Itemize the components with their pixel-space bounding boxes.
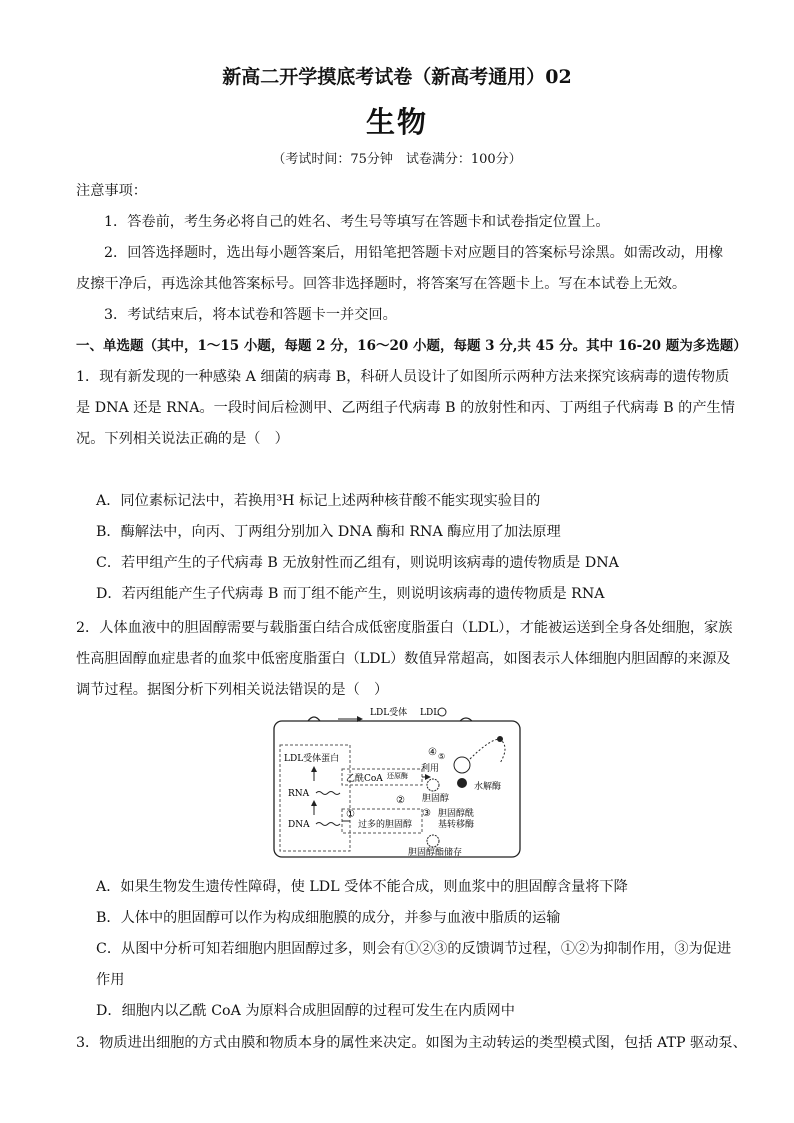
label-ldl-receptor-top: LDL受体	[370, 708, 408, 718]
mark-2: ②	[396, 795, 405, 806]
q1-stem-line2: 是 DNA 还是 RNA。一段时间后检测甲、乙两组子代病毒 B 的放射性和丙、丁两组子代病毒 B 的产生情	[76, 400, 735, 416]
mark-3: ③	[422, 808, 431, 819]
subject-title: 生物	[365, 105, 428, 139]
mark-4: ④	[428, 747, 437, 758]
mark-5: ⑤	[438, 752, 446, 761]
label-reductase: 还原酶	[387, 772, 408, 780]
notice-heading: 注意事项：	[76, 183, 147, 199]
q3-stem-line1: 3．物质进出细胞的方式由膜和物质本身的属性来决定。如图为主动转运的类型模式图，包括 ATP 驱动泵、	[76, 1035, 747, 1051]
exam-time-info: （考试时间：75分钟 试卷满分：100分）	[272, 152, 522, 167]
label-ester-storage: 胆固醇酯储存	[408, 848, 463, 858]
label-hydrolase: 水解酶	[474, 782, 502, 792]
label-cholesterol: 胆固醇	[422, 794, 450, 804]
notice-item-2-line1: 2．回答选择题时，选出每小题答案后，用铅笔把答题卡对应题目的答案标号涂黑。如需改动，用橡	[104, 245, 724, 261]
label-rna: RNA	[288, 789, 310, 799]
q1-option-c: C．若甲组产生的子代病毒 B 无放射性而乙组有，则说明该病毒的遗传物质是 DNA	[96, 555, 619, 571]
cholesterol-regulation-diagram	[270, 703, 524, 861]
q1-option-a: A．同位素标记法中，若换用³H 标记上述两种核苷酸不能实现实验目的	[96, 493, 541, 509]
q1-stem-line1: 1．现有新发现的一种感染 A 细菌的病毒 B，科研人员设计了如图所示两种方法来探究该病毒的遗传物质	[76, 369, 730, 385]
label-excess-cholesterol: 过多的胆固醇	[358, 820, 413, 830]
label-acyl-transferase-2: 基转移酶	[438, 820, 475, 830]
section-heading: 一、单选题（其中，1～15 小题，每题 2 分，16～20 小题，每题 3 分,共 45 分。其中 16-20 题为多选题）	[76, 338, 747, 354]
q1-option-d: D．若丙组能产生子代病毒 B 而丁组不能产生，则说明该病毒的遗传物质是 RNA	[96, 586, 605, 602]
q2-stem-line3: 调节过程。据图分析下列相关说法错误的是（ ）	[76, 682, 389, 698]
q2-stem-line2: 性高胆固醇血症患者的血浆中低密度脂蛋白（LDL）数值异常超高，如图表示人体细胞内胆固醇的来源及	[76, 651, 731, 667]
q2-option-a: A．如果生物发生遗传性障碍，使 LDL 受体不能合成，则血浆中的胆固醇含量将下降	[96, 879, 628, 895]
mark-1: ①	[346, 809, 355, 820]
label-acyl-transferase-1: 胆固醇酰	[438, 809, 475, 819]
exam-title: 新高二开学摸底考试卷（新高考通用）02	[222, 66, 572, 88]
q2-option-d: D．细胞内以乙酰 CoA 为原料合成胆固醇的过程可发生在内质网中	[96, 1003, 515, 1019]
label-dna: DNA	[288, 820, 310, 830]
notice-item-2-line2: 皮擦干净后，再选涂其他答案标号。回答非选择题时，将答案写在答题卡上。写在本试卷上无效。	[76, 276, 687, 292]
q1-option-b: B．酶解法中，向丙、丁两组分别加入 DNA 酶和 RNA 酶应用了加法原理	[96, 524, 561, 540]
label-ldl-receptor-protein: LDL受体蛋白	[284, 754, 340, 764]
q2-option-b: B．人体中的胆固醇可以作为构成细胞膜的成分，并参与血液中脂质的运输	[96, 910, 561, 926]
label-acetyl-coa: 乙酰CoA	[346, 774, 383, 784]
q1-stem-line3: 况。下列相关说法正确的是（ ）	[76, 431, 289, 447]
q2-stem-line1: 2．人体血液中的胆固醇需要与载脂蛋白结合成低密度脂蛋白（LDL），才能被运送到全身各处细胞，家族	[76, 620, 733, 636]
label-use: 利用	[421, 764, 440, 774]
q2-option-c-line2: 作用	[96, 972, 125, 988]
notice-item-3: 3．考试结束后，将本试卷和答题卡一并交回。	[104, 307, 397, 323]
q2-option-c-line1: C．从图中分析可知若细胞内胆固醇过多，则会有①②③的反馈调节过程，①②为抑制作用，③为促进	[96, 941, 732, 957]
label-ldl: LDL	[420, 708, 440, 718]
notice-item-1: 1．答卷前，考生务必将自己的姓名、考生号等填写在答题卡和试卷指定位置上。	[104, 214, 610, 230]
